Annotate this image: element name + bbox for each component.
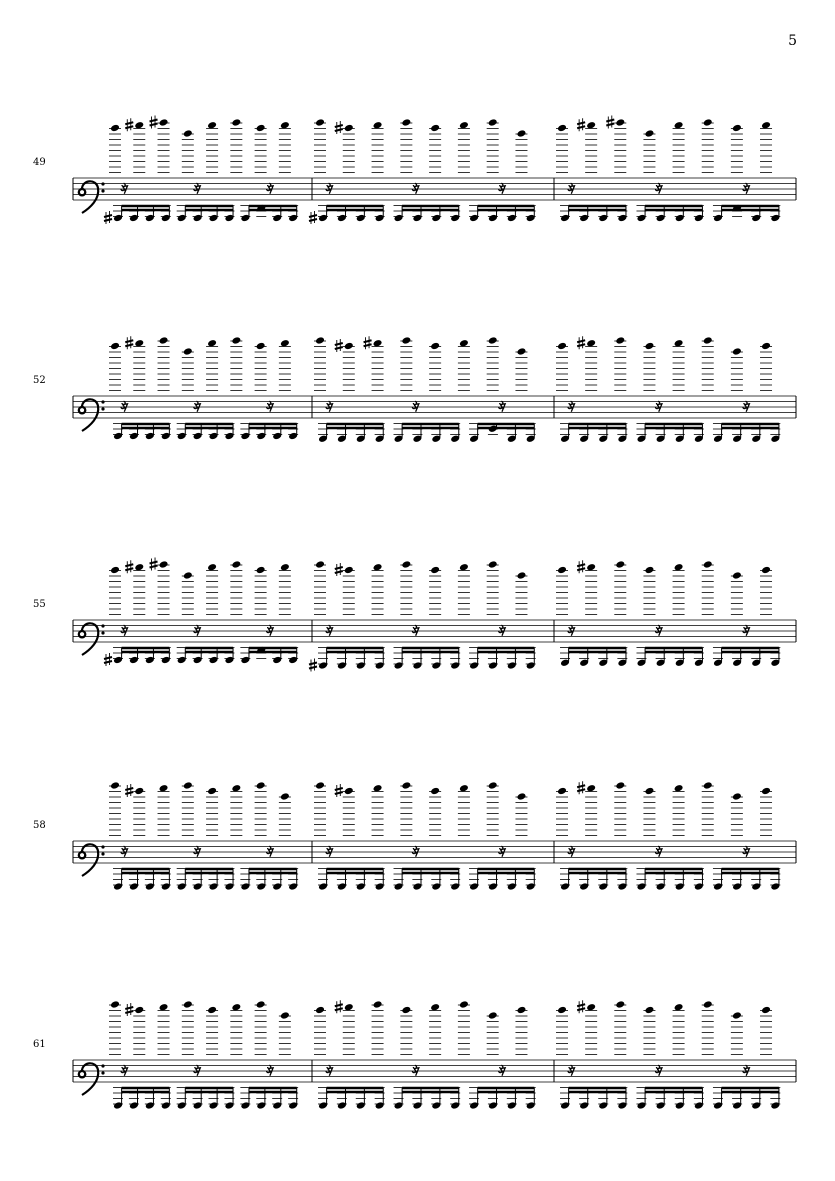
sharp-sign — [335, 1008, 343, 1010]
upper-notehead — [315, 560, 325, 568]
upper-notehead — [344, 566, 354, 574]
upper-notehead — [761, 1006, 771, 1014]
upper-notehead — [645, 129, 655, 137]
upper-notehead — [557, 342, 567, 350]
upper-notehead — [280, 1011, 290, 1019]
upper-notehead — [373, 1000, 383, 1008]
bass-clef-dot — [101, 1064, 104, 1067]
sharp-sign — [125, 344, 133, 346]
bass-clef-dot — [101, 400, 104, 403]
sharp-sign — [309, 667, 317, 669]
upper-notehead — [488, 336, 498, 344]
upper-notehead — [110, 342, 120, 350]
upper-notehead — [315, 1006, 325, 1014]
upper-notehead — [645, 566, 655, 574]
sharp-sign — [104, 215, 112, 217]
upper-notehead — [459, 1000, 469, 1008]
upper-notehead — [703, 560, 713, 568]
upper-notehead — [256, 342, 266, 350]
sharp-sign — [125, 788, 133, 790]
sharp-sign — [606, 120, 614, 122]
upper-notehead — [488, 118, 498, 126]
upper-notehead — [159, 336, 169, 344]
sharp-sign — [577, 564, 585, 566]
upper-notehead — [110, 124, 120, 132]
sharp-sign — [577, 789, 585, 791]
upper-notehead — [231, 118, 241, 126]
upper-notehead — [557, 1006, 567, 1014]
upper-notehead — [517, 571, 527, 579]
upper-notehead — [732, 1011, 742, 1019]
upper-notehead — [280, 792, 290, 800]
sharp-sign — [150, 562, 158, 564]
upper-notehead — [430, 787, 440, 795]
upper-notehead — [703, 1000, 713, 1008]
upper-notehead — [517, 1006, 527, 1014]
sharp-sign — [577, 340, 585, 342]
upper-notehead — [615, 1000, 625, 1008]
sharp-sign — [125, 1011, 133, 1013]
upper-notehead — [344, 342, 354, 350]
sharp-sign — [104, 657, 112, 659]
upper-notehead — [183, 129, 193, 137]
upper-notehead — [488, 781, 498, 789]
upper-notehead — [615, 336, 625, 344]
upper-notehead — [110, 781, 120, 789]
upper-notehead — [557, 787, 567, 795]
upper-notehead — [401, 560, 411, 568]
bass-clef-dot — [101, 182, 104, 185]
upper-notehead — [557, 566, 567, 574]
upper-notehead — [401, 118, 411, 126]
bass-clef-dot — [101, 624, 104, 627]
sharp-sign — [335, 1004, 343, 1006]
sharp-sign — [150, 566, 158, 568]
upper-notehead — [207, 1006, 217, 1014]
page-number: 5 — [788, 33, 797, 49]
upper-notehead — [761, 566, 771, 574]
measure-number-system-2: 52 — [33, 375, 46, 386]
upper-notehead — [344, 124, 354, 132]
sharp-sign — [125, 1007, 133, 1009]
upper-notehead — [430, 566, 440, 574]
sharp-sign — [606, 124, 614, 126]
bass-clef-dot — [101, 189, 104, 192]
upper-notehead — [110, 566, 120, 574]
upper-notehead — [256, 124, 266, 132]
upper-notehead — [703, 781, 713, 789]
sharp-sign — [104, 661, 112, 663]
bass-clef — [79, 844, 98, 876]
measure-number-system-4: 58 — [33, 820, 46, 831]
sharp-sign — [364, 344, 372, 346]
sharp-sign — [309, 215, 317, 217]
sharp-sign — [577, 785, 585, 787]
sharp-sign — [125, 568, 133, 570]
upper-notehead — [615, 118, 625, 126]
sharp-sign — [364, 340, 372, 342]
sharp-sign — [125, 564, 133, 566]
upper-notehead — [557, 124, 567, 132]
upper-notehead — [401, 781, 411, 789]
sharp-sign — [335, 347, 343, 349]
bass-clef-dot — [101, 407, 104, 410]
upper-notehead — [703, 336, 713, 344]
bass-clef — [79, 1063, 98, 1095]
upper-notehead — [732, 347, 742, 355]
sharp-sign — [125, 126, 133, 128]
bass-clef — [79, 181, 98, 213]
upper-notehead — [517, 347, 527, 355]
upper-notehead — [207, 787, 217, 795]
upper-notehead — [315, 336, 325, 344]
sharp-sign — [309, 663, 317, 665]
bass-clef — [79, 623, 98, 655]
upper-notehead — [703, 118, 713, 126]
upper-notehead — [488, 1011, 498, 1019]
bass-clef — [79, 399, 98, 431]
upper-notehead — [517, 129, 527, 137]
upper-notehead — [645, 342, 655, 350]
sharp-sign — [335, 792, 343, 794]
upper-notehead — [401, 1006, 411, 1014]
sharp-sign — [309, 219, 317, 221]
upper-notehead — [183, 571, 193, 579]
upper-notehead — [183, 1000, 193, 1008]
upper-notehead — [315, 781, 325, 789]
sharp-sign — [335, 343, 343, 345]
sharp-sign — [125, 340, 133, 342]
measure-number-system-1: 49 — [33, 157, 46, 168]
upper-notehead — [615, 560, 625, 568]
sharp-sign — [335, 788, 343, 790]
upper-notehead — [517, 792, 527, 800]
upper-notehead — [645, 1006, 655, 1014]
bass-clef-dot — [101, 852, 104, 855]
upper-notehead — [183, 347, 193, 355]
sharp-sign — [125, 792, 133, 794]
upper-notehead — [256, 781, 266, 789]
upper-notehead — [615, 781, 625, 789]
sharp-sign — [150, 124, 158, 126]
upper-notehead — [732, 792, 742, 800]
bass-clef-dot — [101, 845, 104, 848]
sharp-sign — [577, 1004, 585, 1006]
sharp-sign — [335, 571, 343, 573]
sharp-sign — [577, 344, 585, 346]
sharp-sign — [335, 129, 343, 131]
sharp-sign — [104, 219, 112, 221]
upper-notehead — [110, 1000, 120, 1008]
upper-notehead — [761, 787, 771, 795]
bass-clef-dot — [101, 1071, 104, 1074]
upper-notehead — [732, 124, 742, 132]
upper-notehead — [430, 124, 440, 132]
sharp-sign — [577, 126, 585, 128]
sharp-sign — [577, 122, 585, 124]
upper-notehead — [761, 342, 771, 350]
upper-notehead — [732, 571, 742, 579]
upper-notehead — [645, 787, 655, 795]
sharp-sign — [577, 1008, 585, 1010]
sharp-sign — [150, 120, 158, 122]
upper-notehead — [315, 118, 325, 126]
sharp-sign — [577, 568, 585, 570]
upper-notehead — [159, 118, 169, 126]
upper-notehead — [344, 787, 354, 795]
upper-notehead — [231, 560, 241, 568]
bass-clef-dot — [101, 631, 104, 634]
upper-notehead — [256, 566, 266, 574]
upper-notehead — [183, 781, 193, 789]
upper-notehead — [134, 1006, 144, 1014]
upper-notehead — [159, 560, 169, 568]
upper-notehead — [256, 1000, 266, 1008]
upper-notehead — [488, 560, 498, 568]
sharp-sign — [125, 122, 133, 124]
measure-number-system-3: 55 — [33, 599, 46, 610]
upper-notehead — [134, 787, 144, 795]
upper-notehead — [401, 336, 411, 344]
measure-number-system-5: 61 — [33, 1039, 46, 1050]
sharp-sign — [335, 567, 343, 569]
upper-notehead — [430, 342, 440, 350]
upper-notehead — [231, 336, 241, 344]
sharp-sign — [335, 125, 343, 127]
